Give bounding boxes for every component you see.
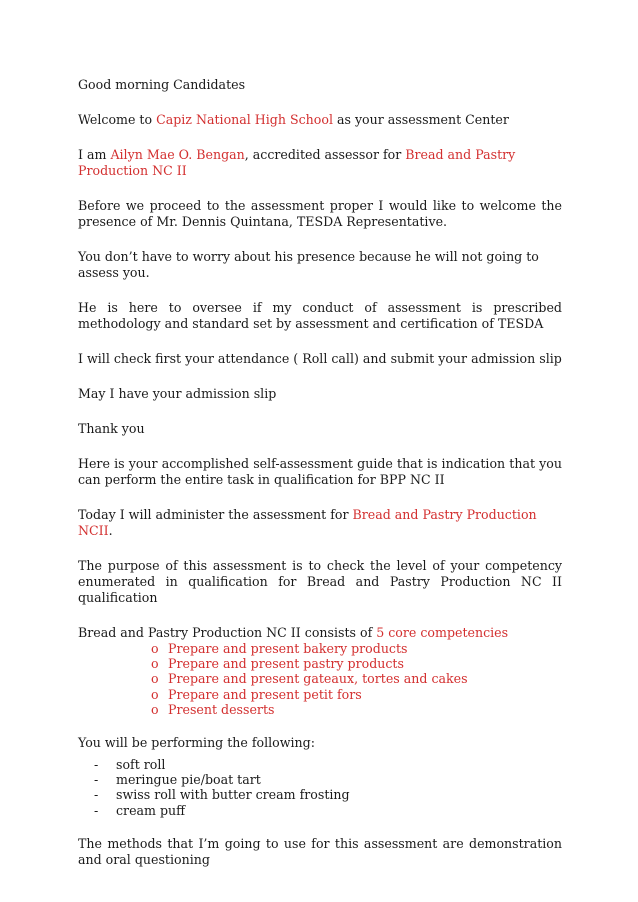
assessor-name: Ailyn Mae O. Bengan: [110, 147, 245, 162]
list-item: [94, 757, 562, 772]
list-item-text: Prepare and present pastry products: [168, 656, 404, 672]
oversee-paragraph: He is here to oversee if my conduct of assessment is prescribed methodology and standard set by assessment and certification of TESDA: [78, 300, 562, 331]
list-item-text: Prepare and present bakery products: [168, 641, 408, 656]
methods-paragraph: The methods that I’m going to use for this assessment are demonstration and oral questioning: [78, 835, 562, 867]
list-item-text: Prepare and present gateaux, tortes and cakes: [168, 671, 468, 687]
list-item: [151, 671, 562, 686]
today-line: [78, 507, 562, 539]
performing-line: You will be performing the following:: [78, 735, 315, 751]
consists-line: [78, 625, 562, 641]
school-name: Capiz National High School: [156, 112, 333, 127]
welcome-line: [78, 112, 562, 128]
intro-mid: , accredited assessor for: [244, 147, 406, 162]
list-item: [151, 687, 562, 702]
list-item-text: swiss roll with butter cream frosting: [116, 787, 350, 803]
list-item: [151, 702, 562, 717]
competency-count: 5 core competencies: [376, 625, 509, 640]
intro-line: [78, 147, 562, 179]
greeting: Good morning Candidates: [78, 77, 246, 92]
tasks-list: [78, 757, 562, 818]
dash-bullet-icon: -: [94, 772, 99, 788]
list-item-text: Prepare and present petit fors: [168, 686, 362, 702]
list-item-text: Present desserts: [168, 701, 275, 717]
today-pre: Today I will administer the assessment for: [78, 507, 353, 522]
worry-paragraph: You don’t have to worry about his presence because he will not going to assess you.: [78, 249, 539, 280]
list-item-text: meringue pie/boat tart: [116, 772, 261, 788]
dash-bullet-icon: -: [94, 787, 99, 803]
intro-pre: I am: [78, 147, 111, 162]
before-paragraph: Before we proceed to the assessment proper I would like to welcome the presence of Mr. Dennis Quintana, TESDA Representative.: [78, 198, 562, 229]
welcome-pre: Welcome to: [78, 112, 157, 127]
today-qualification: Bread and Pastry Production NCII: [78, 507, 537, 538]
list-item: [151, 656, 562, 671]
list-item: [94, 787, 562, 802]
list-item: [94, 772, 562, 787]
list-item-text: soft roll: [116, 757, 166, 773]
admission-paragraph: May I have your admission slip: [78, 386, 277, 401]
attendance-paragraph: I will check first your attendance ( Roll call) and submit your admission slip: [78, 351, 562, 366]
circle-bullet-icon: o: [151, 656, 159, 672]
circle-bullet-icon: o: [151, 641, 159, 656]
circle-bullet-icon: o: [151, 701, 159, 717]
dash-bullet-icon: -: [94, 757, 99, 773]
self-assessment-paragraph: Here is your accomplished self-assessment guide that is indication that you can perform the entire task in qualification for BPP NC II: [78, 456, 562, 487]
list-item: [94, 803, 562, 818]
qualification-name: Bread and Pastry Production NC II: [78, 147, 516, 178]
circle-bullet-icon: o: [151, 686, 159, 702]
list-item: [151, 641, 562, 656]
purpose-paragraph: The purpose of this assessment is to check the level of your competency enumerated in qualification for Bread and Pastry Production NC II qualification: [78, 558, 562, 605]
list-item-text: cream puff: [116, 802, 186, 818]
welcome-post: as your assessment Center: [332, 112, 509, 127]
consists-pre: Bread and Pastry Production NC II consists of: [78, 625, 377, 640]
dash-bullet-icon: -: [94, 802, 99, 818]
thanks-paragraph: Thank you: [78, 421, 145, 436]
core-competencies-list: [78, 641, 562, 717]
circle-bullet-icon: o: [151, 671, 159, 687]
today-post: .: [108, 523, 113, 538]
